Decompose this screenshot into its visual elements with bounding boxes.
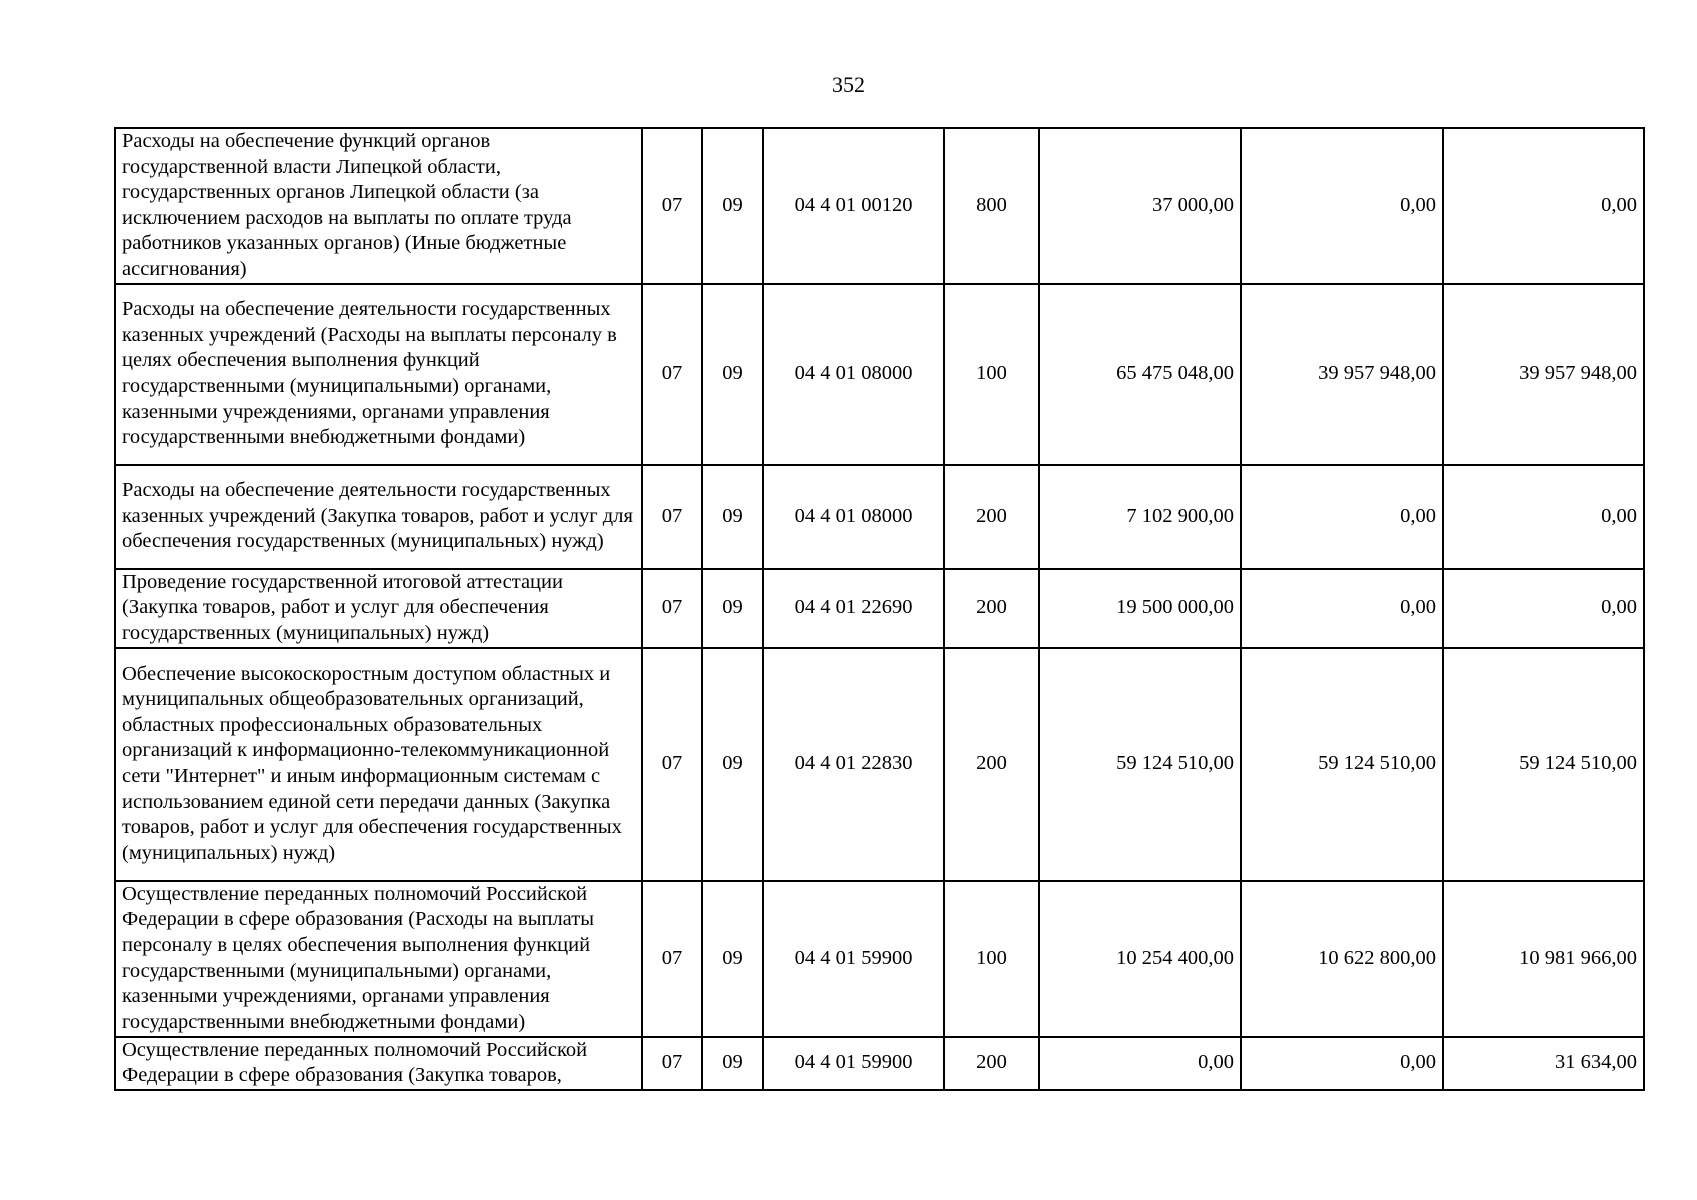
sum-year-3: 0,00	[1443, 128, 1644, 284]
sum-year-1: 59 124 510,00	[1039, 648, 1241, 881]
section-code: 07	[642, 569, 702, 648]
expense-type-code: 200	[944, 569, 1039, 648]
sum-year-2: 59 124 510,00	[1241, 648, 1443, 881]
section-code: 07	[642, 465, 702, 569]
subsection-code: 09	[702, 284, 763, 465]
section-code: 07	[642, 1037, 702, 1090]
target-code: 04 4 01 22690	[763, 569, 944, 648]
sum-year-2: 10 622 800,00	[1241, 881, 1443, 1037]
expense-type-code: 200	[944, 1037, 1039, 1090]
expense-type-code: 200	[944, 648, 1039, 881]
row-description: Расходы на обеспечение деятельности государственных казенных учреждений (Закупка товаров, работ и услуг для обеспечения государственных (муниципальных) нужд)	[115, 465, 642, 569]
sum-year-1: 7 102 900,00	[1039, 465, 1241, 569]
section-code: 07	[642, 648, 702, 881]
section-code: 07	[642, 128, 702, 284]
sum-year-2: 0,00	[1241, 128, 1443, 284]
table-row	[115, 881, 1644, 1037]
table-row	[115, 648, 1644, 881]
table-row	[115, 128, 1644, 284]
sum-year-2: 0,00	[1241, 465, 1443, 569]
sum-year-2: 0,00	[1241, 1037, 1443, 1090]
row-description: Расходы на обеспечение функций органов государственной власти Липецкой области, государственных органов Липецкой области (за исключением расходов на выплаты по оплате труда работников указанных органов) (Иные бюджетные ассигнования)	[115, 128, 642, 284]
sum-year-1: 19 500 000,00	[1039, 569, 1241, 648]
sum-year-1: 10 254 400,00	[1039, 881, 1241, 1037]
sum-year-3: 31 634,00	[1443, 1037, 1644, 1090]
expense-type-code: 800	[944, 128, 1039, 284]
subsection-code: 09	[702, 128, 763, 284]
target-code: 04 4 01 59900	[763, 1037, 944, 1090]
row-description: Осуществление переданных полномочий Российской Федерации в сфере образования (Закупка товаров,	[115, 1037, 642, 1090]
section-code: 07	[642, 881, 702, 1037]
table-row	[115, 569, 1644, 648]
sum-year-2: 39 957 948,00	[1241, 284, 1443, 465]
sum-year-3: 0,00	[1443, 465, 1644, 569]
sum-year-3: 59 124 510,00	[1443, 648, 1644, 881]
subsection-code: 09	[702, 465, 763, 569]
row-description: Расходы на обеспечение деятельности государственных казенных учреждений (Расходы на выплаты персоналу в целях обеспечения выполнения функций государственными (муниципальными) органами, казенными учреждениями, органами управления государственными внебюджетными фондами)	[115, 284, 642, 465]
sum-year-3: 39 957 948,00	[1443, 284, 1644, 465]
row-description: Обеспечение высокоскоростным доступом областных и муниципальных общеобразовательных организаций, областных профессиональных образовательных организаций к информационно-телекоммуникационной сети "Интернет" и иным информационным системам с использованием единой сети передачи данных (Закупка товаров, работ и услуг для обеспечения государственных (муниципальных) нужд)	[115, 648, 642, 881]
sum-year-3: 0,00	[1443, 569, 1644, 648]
sum-year-3: 10 981 966,00	[1443, 881, 1644, 1037]
target-code: 04 4 01 08000	[763, 465, 944, 569]
expense-type-code: 200	[944, 465, 1039, 569]
budget-table	[114, 127, 1645, 1091]
target-code: 04 4 01 22830	[763, 648, 944, 881]
target-code: 04 4 01 08000	[763, 284, 944, 465]
table-row	[115, 465, 1644, 569]
table-row	[115, 284, 1644, 465]
sum-year-2: 0,00	[1241, 569, 1443, 648]
row-description: Осуществление переданных полномочий Российской Федерации в сфере образования (Расходы на выплаты персоналу в целях обеспечения выполнения функций государственными (муниципальными) органами, казенными учреждениями, органами управления государственными внебюджетными фондами)	[115, 881, 642, 1037]
expense-type-code: 100	[944, 881, 1039, 1037]
expense-type-code: 100	[944, 284, 1039, 465]
sum-year-1: 65 475 048,00	[1039, 284, 1241, 465]
row-description: Проведение государственной итоговой аттестации (Закупка товаров, работ и услуг для обеспечения государственных (муниципальных) нужд)	[115, 569, 642, 648]
target-code: 04 4 01 59900	[763, 881, 944, 1037]
sum-year-1: 0,00	[1039, 1037, 1241, 1090]
page-number: 352	[832, 72, 865, 97]
subsection-code: 09	[702, 1037, 763, 1090]
subsection-code: 09	[702, 648, 763, 881]
sum-year-1: 37 000,00	[1039, 128, 1241, 284]
table-row	[115, 1037, 1644, 1090]
subsection-code: 09	[702, 569, 763, 648]
target-code: 04 4 01 00120	[763, 128, 944, 284]
section-code: 07	[642, 284, 702, 465]
subsection-code: 09	[702, 881, 763, 1037]
